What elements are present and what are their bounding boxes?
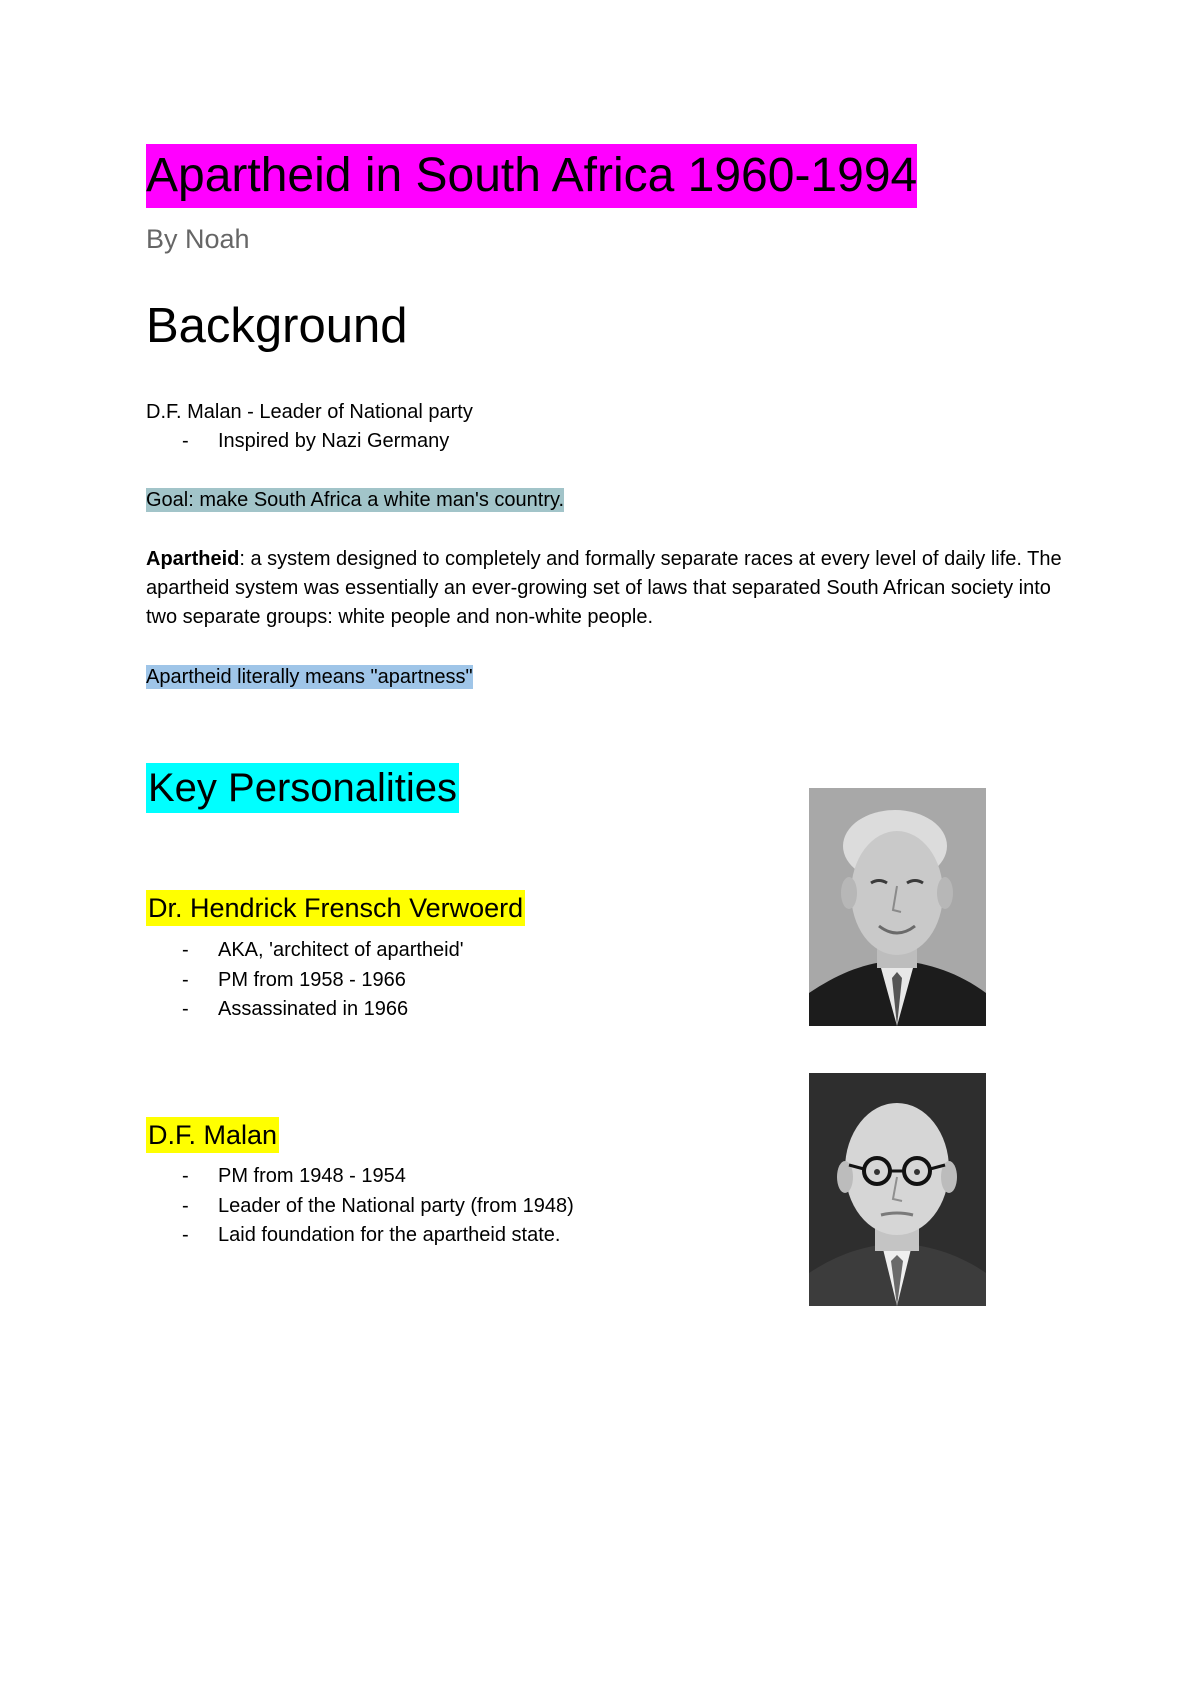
list-item [182, 936, 464, 966]
key-personalities-heading: Key Personalities [146, 763, 459, 813]
list-item [182, 966, 464, 996]
malan-name-heading: D.F. Malan [146, 1117, 279, 1153]
portrait-photo-verwoerd-icon [809, 788, 986, 1026]
bullet-dash: - [182, 998, 189, 1020]
bullet-dash: - [182, 939, 189, 961]
malan-facts-list [182, 1162, 574, 1251]
bullet-dash: - [182, 1224, 189, 1246]
definition-text: : a system designed to completely and formally separate races at every level of daily life. The apartheid system was essentially an ever-growing set of laws that separated South African society into two separate groups: white people and non-white people. [146, 548, 1062, 628]
goal-highlight: Goal: make South Africa a white man's country. [146, 489, 565, 511]
list-item-text: AKA, 'architect of apartheid' [218, 939, 464, 961]
list-item-text: Leader of the National party (from 1948) [218, 1194, 574, 1217]
goal-line [146, 486, 564, 515]
bullet-dash: - [182, 968, 189, 991]
verwoerd-name-heading: Dr. Hendrick Frensch Verwoerd [146, 890, 525, 926]
background-heading: Background [146, 299, 408, 353]
list-item-text: PM from 1958 - 1966 [218, 968, 406, 991]
verwoerd-portrait-photo [809, 788, 986, 1026]
malan-leader-line: D.F. Malan - Leader of National party [146, 401, 473, 423]
verwoerd-facts-list [182, 936, 464, 1025]
document-title: Apartheid in South Africa 1960-1994 [146, 144, 917, 208]
malan-portrait-photo [809, 1073, 986, 1306]
list-item-text: Assassinated in 1966 [218, 998, 409, 1020]
list-item [182, 1192, 574, 1222]
malan-bullet [182, 427, 449, 456]
document-author: By Noah [146, 224, 250, 254]
list-item [182, 1162, 574, 1192]
bullet-dash: - [182, 1165, 189, 1187]
list-item [182, 995, 464, 1025]
apartness-highlight: Apartheid literally means "apartness" [146, 666, 473, 688]
bullet-dash: - [182, 1194, 189, 1217]
bullet-dash: - [182, 430, 189, 452]
list-item [182, 1221, 574, 1251]
apartheid-definition [146, 545, 1066, 632]
apartness-line [146, 663, 473, 692]
malan-bullet-text: Inspired by Nazi Germany [218, 430, 450, 452]
list-item-text: PM from 1948 - 1954 [218, 1165, 406, 1187]
portrait-photo-malan-icon [809, 1073, 986, 1306]
definition-term: Apartheid [146, 548, 240, 570]
list-item-text: Laid foundation for the apartheid state. [218, 1224, 561, 1246]
